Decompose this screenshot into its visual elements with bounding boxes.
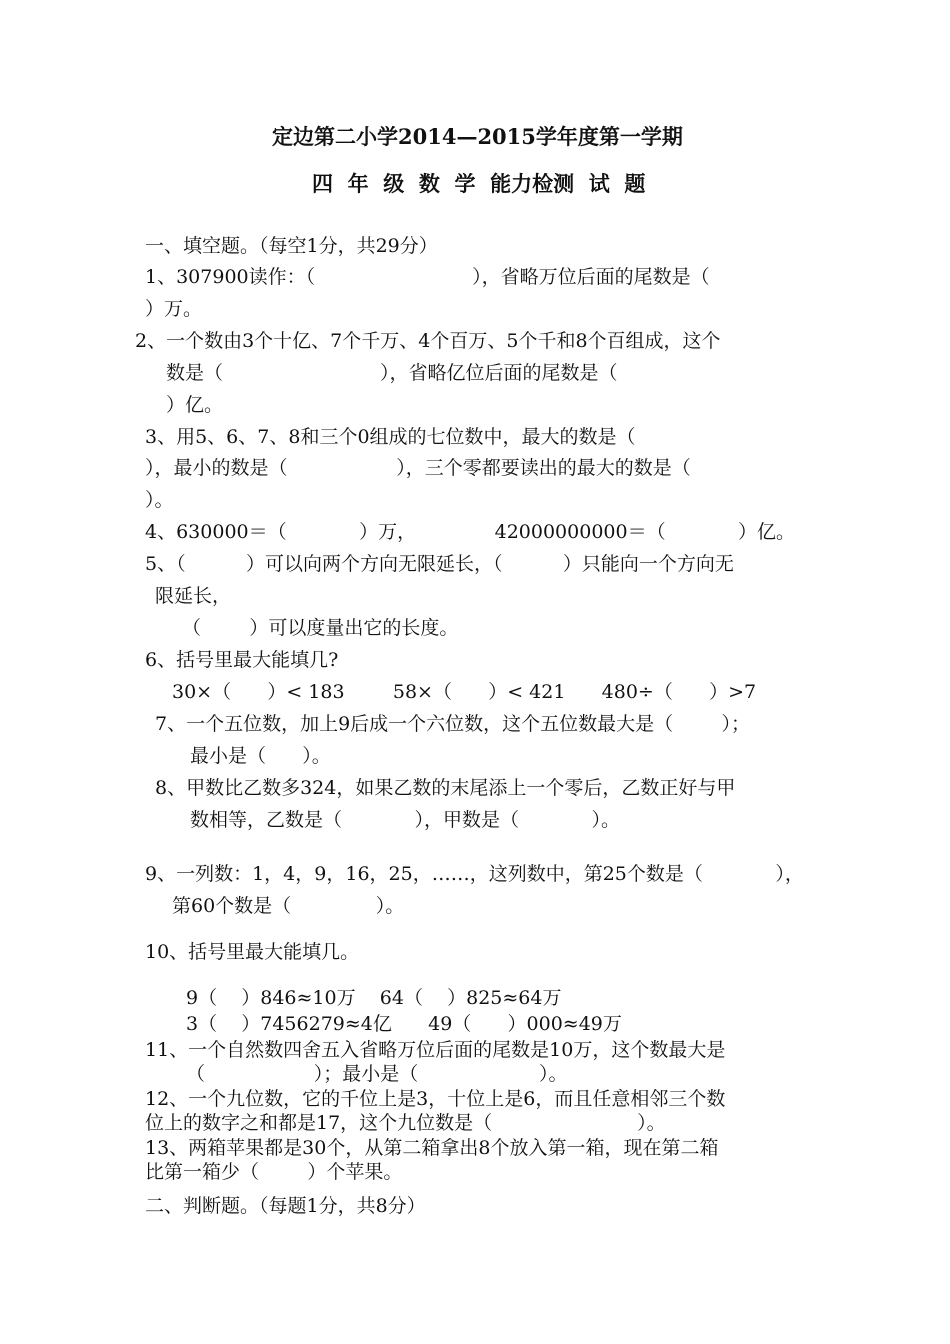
question-6-line-2: 30×（ ）< 183 58×（ ）< 421 480÷（ ）>7 [172, 681, 757, 703]
question-7-line-1: 7、一个五位数，加上9后成一个六位数，这个五位数最大是（ ）； [155, 713, 750, 735]
question-13-line-2: 比第一箱少（ ）个苹果。 [145, 1161, 403, 1183]
question-2-line-1: 2、一个数由3个十亿、7个千万、4个百万、5个千和8个百组成，这个 [135, 330, 721, 352]
question-1-line-1: 1、307900读作：（ ），省略万位后面的尾数是（ [145, 266, 710, 288]
question-9-line-2: 第60个数是（ ）。 [172, 895, 405, 917]
question-5-line-3: （ ）可以度量出它的长度。 [182, 617, 459, 639]
question-7-line-2: 最小是（ ）。 [190, 745, 331, 767]
section-two-heading: 二、判断题。（每题1分，共8分） [145, 1195, 426, 1217]
question-3-line-1: 3、用5、6、7、8和三个0组成的七位数中，最大的数是（ [145, 426, 636, 448]
question-8-line-1: 8、甲数比乙数多324，如果乙数的末尾添上一个零后，乙数正好与甲 [155, 777, 736, 799]
question-12-line-2: 位上的数字之和都是17，这个九位数是（ ）。 [145, 1112, 666, 1134]
question-13-line-1: 13、两箱苹果都是30个，从第二箱拿出8个放入第一箱，现在第二箱 [145, 1137, 719, 1159]
section-one-heading: 一、填空题。（每空1分，共29分） [145, 235, 438, 257]
question-12-line-1: 12、一个九位数，它的千位上是3，十位上是6，而且任意相邻三个数 [145, 1088, 726, 1110]
question-4-line: 4、630000＝（ ）万， 42000000000＝（ ）亿。 [145, 521, 796, 543]
question-3-line-2: ），最小的数是（ ），三个零都要读出的最大的数是（ [145, 457, 691, 479]
question-6-line-1: 6、括号里最大能填几? [145, 649, 339, 671]
question-5-line-2: 限延长， [155, 585, 232, 607]
question-1-line-2: ）万。 [145, 298, 203, 320]
exam-title: 四 年 级 数 学 能力检测 试 题 [312, 171, 646, 196]
question-2-line-2: 数是（ ），省略亿位后面的尾数是（ [166, 362, 618, 384]
question-3-line-3: ）。 [145, 489, 174, 511]
question-10-line-1: 9（ ）846≈10万 64（ ）825≈64万 [186, 987, 562, 1009]
question-5-line-1: 5、（ ）可以向两个方向无限延长，（ ）只能向一个方向无 [145, 553, 734, 575]
question-11-line-1: 11、一个自然数四舍五入省略万位后面的尾数是10万，这个数最大是 [145, 1039, 726, 1061]
question-8-line-2: 数相等，乙数是（ ），甲数是（ ）。 [190, 809, 620, 831]
question-2-line-3: ）亿。 [166, 394, 224, 416]
question-10-line-2: 3（ ）7456279≈4亿 49（ ）000≈49万 [186, 1013, 622, 1035]
question-11-line-2: （ ）；最小是（ ）。 [186, 1063, 568, 1085]
school-title: 定边第二小学2014—2015学年度第一学期 [272, 124, 683, 149]
question-9-line-1: 9、一列数：1，4，9，16，25，……，这列数中，第25个数是（ ）， [145, 863, 804, 885]
question-10-heading: 10、括号里最大能填几。 [145, 941, 360, 963]
